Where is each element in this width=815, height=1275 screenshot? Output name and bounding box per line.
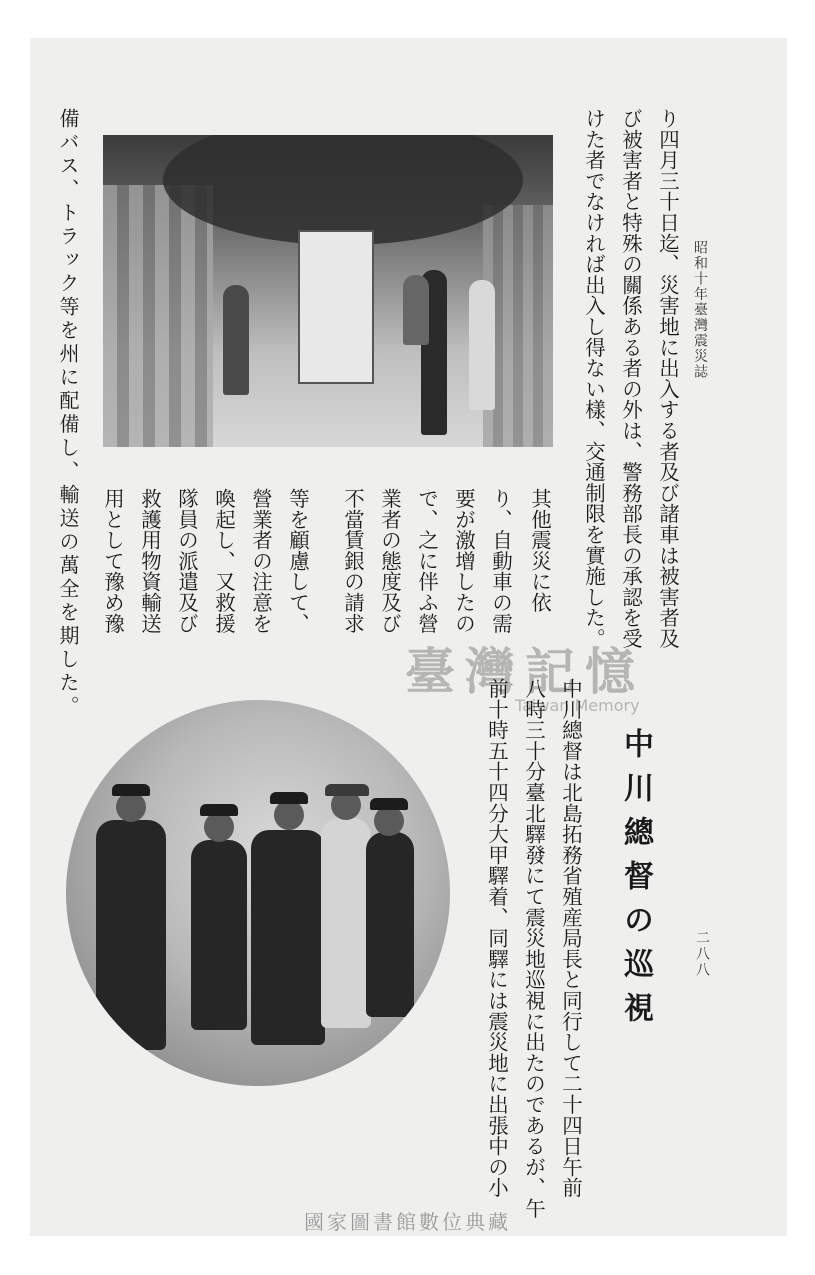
running-head: 昭和十年臺灣震災誌	[692, 240, 708, 380]
middle-text-col-10: 隊員の派遣及び	[174, 488, 199, 634]
photo-officer-cap	[200, 804, 238, 816]
photo-person	[469, 280, 495, 410]
middle-text-col-1: 其他震災に依	[527, 488, 552, 613]
photo-governor-cap	[270, 792, 308, 804]
middle-text-col-2: り、自動車の需	[488, 488, 513, 634]
middle-text-col-12: 用として豫め豫	[100, 488, 125, 634]
upper-text-col-3: けた者でなければ出入し得ない樣、交通制限を實施した。	[581, 108, 606, 649]
photo-officer-cap	[370, 798, 408, 810]
middle-text-col-9: 喚起し、又救援	[211, 488, 236, 634]
watermark-subtitle: Taiwan Memory	[515, 696, 640, 715]
photo-officer-head	[116, 792, 146, 822]
section-title: 中川總督の巡視	[618, 728, 653, 1036]
middle-text-col-11: 救護用物資輸送	[137, 488, 162, 634]
middle-text-col-3: 要が激增したの	[451, 488, 476, 634]
middle-text-col-8: 營業者の注意を	[248, 488, 273, 634]
middle-text-col-7: 等を顧慮して、	[285, 488, 310, 634]
photo-officer	[366, 832, 414, 1017]
photo-officer	[96, 820, 166, 1050]
photo-officer	[191, 840, 247, 1030]
photo-officer-cap	[112, 784, 150, 796]
upper-text-col-2: び被害者と特殊の關係ある者の外は、警務部長の承認を受	[618, 108, 643, 649]
left-text-col: 備バス、トラック等を州に配備し、輸送の萬全を期した。	[56, 108, 80, 719]
photo-civilian-hat	[325, 784, 369, 796]
watermark-title: 臺灣記憶	[405, 642, 645, 701]
photo-tree-canopy	[163, 135, 523, 245]
middle-text-col-4: で、之に伴ふ營	[414, 488, 439, 634]
page-number: 二八八	[694, 930, 710, 978]
middle-text-col-5: 業者の態度及び	[377, 488, 402, 634]
middle-text-col-6: 不當賃銀の請求	[340, 488, 365, 634]
photo-person	[403, 275, 429, 345]
photo-governor-head	[274, 800, 304, 830]
section-text-col-3: 前十時五十四分大甲驛着、同驛には震災地に出張中の小	[484, 678, 509, 1198]
section-text-col-1: 中川總督は北島拓務省殖産局長と同行して二十四日午前	[558, 678, 583, 1198]
upper-text-col-1: り四月三十日迄、災害地に出入する者及び諸車は被害者及	[655, 108, 680, 649]
photo-civilian	[321, 818, 371, 1028]
inspection-photo	[66, 700, 450, 1086]
library-credit: 國家圖書館數位典藏	[304, 1210, 511, 1234]
section-text-col-2: 八時三十分臺北驛發にて震災地巡視に出たのであるが、午	[521, 678, 546, 1219]
taiwan-memory-watermark	[405, 632, 695, 722]
photo-officer-head	[374, 806, 404, 836]
photo-signboard	[298, 230, 374, 384]
photo-governor	[251, 830, 325, 1045]
street-photo	[103, 135, 553, 447]
photo-officer-head	[204, 812, 234, 842]
photo-building-left	[103, 185, 213, 447]
photo-person	[223, 285, 249, 395]
